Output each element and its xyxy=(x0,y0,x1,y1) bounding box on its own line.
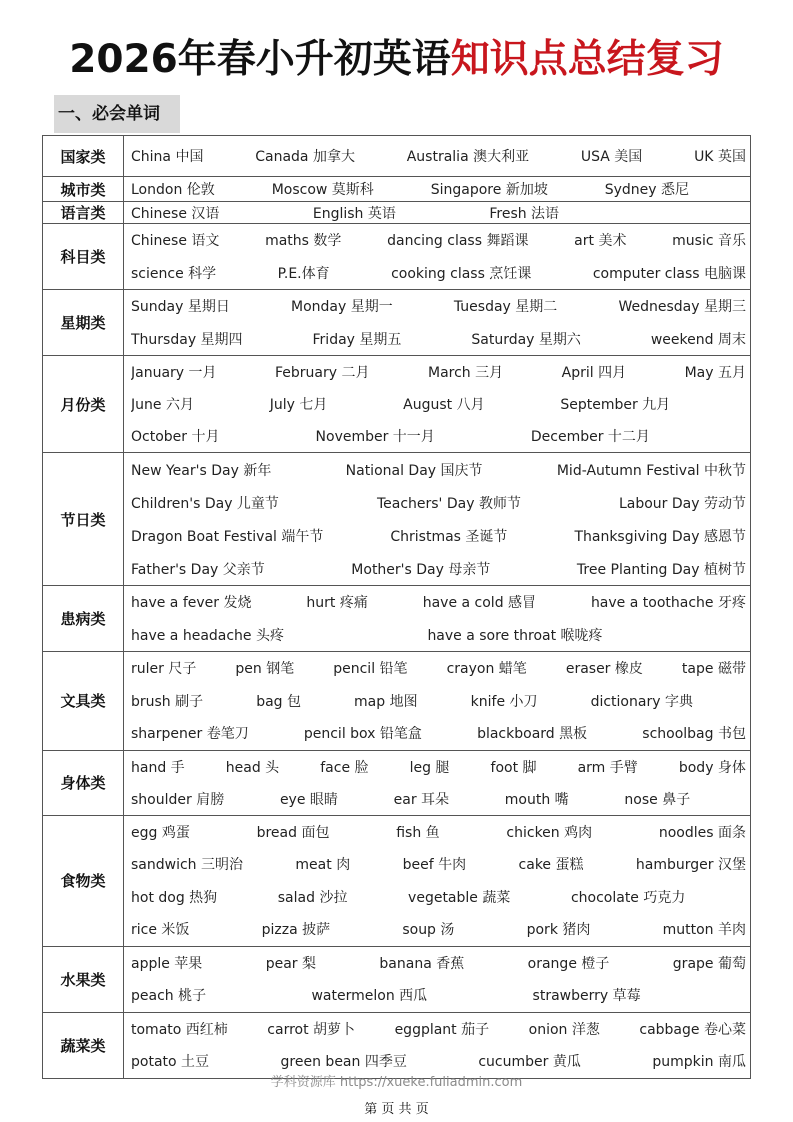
vocab-entry: maths 数学 xyxy=(265,233,342,250)
word-line xyxy=(131,486,746,519)
page-title xyxy=(0,36,793,84)
vocab-entry: pear 梨 xyxy=(265,955,317,972)
word-line xyxy=(131,420,746,452)
vocab-entry: September 九月 xyxy=(560,397,671,413)
vocab-entry: London 伦敦 xyxy=(131,182,215,198)
vocab-entry: Chinese 汉语 xyxy=(131,205,220,222)
word-line xyxy=(131,619,746,652)
vocab-table xyxy=(42,135,751,1079)
vocab-entry: bread 面包 xyxy=(256,824,330,841)
category-label: 城市类 xyxy=(43,177,124,202)
vocab-entry: crayon 蜡笔 xyxy=(446,661,527,678)
vocab-entry: January 一月 xyxy=(131,365,217,381)
word-line xyxy=(131,913,746,946)
vocab-entry: strawberry 草莓 xyxy=(532,988,641,1005)
category-words xyxy=(124,356,751,453)
vocab-entry: shoulder 肩膀 xyxy=(131,791,225,808)
vocab-entry: March 三月 xyxy=(428,365,504,381)
vocab-entry: watermelon 西瓜 xyxy=(311,988,428,1005)
category-row xyxy=(43,1012,751,1078)
word-line xyxy=(131,453,746,486)
vocab-entry: noodles 面条 xyxy=(658,824,746,841)
word-line xyxy=(131,652,746,685)
vocab-entry: rice 米饭 xyxy=(131,922,190,939)
category-label: 食物类 xyxy=(43,815,124,946)
vocab-entry: knife 小刀 xyxy=(470,693,538,710)
vocab-entry: April 四月 xyxy=(561,365,627,381)
vocab-entry: pumpkin 南瓜 xyxy=(652,1054,746,1071)
title-part2: 知识点总结复习 xyxy=(450,37,724,82)
vocab-entry: arm 手臂 xyxy=(577,759,638,776)
category-row xyxy=(43,453,751,586)
word-line xyxy=(131,356,746,388)
vocab-entry: Chinese 语文 xyxy=(131,233,220,250)
vocab-entry: art 美术 xyxy=(574,233,627,250)
word-line xyxy=(131,717,746,750)
vocab-entry: hurt 疼痛 xyxy=(306,595,368,612)
word-line xyxy=(131,1013,746,1046)
vocab-entry: June 六月 xyxy=(131,397,194,413)
watermark: 学科资源库 https://xueke.fuliadmin.com xyxy=(270,1075,523,1090)
vocab-entry: USA 美国 xyxy=(580,149,643,165)
category-words xyxy=(124,1012,751,1078)
vocab-entry: cabbage 卷心菜 xyxy=(639,1021,746,1038)
vocab-entry: dancing class 舞蹈课 xyxy=(387,233,529,250)
word-line xyxy=(131,783,746,815)
vocab-entry: mouth 嘴 xyxy=(504,791,569,808)
title-part1: 2026年春小升初英语 xyxy=(69,37,451,82)
vocab-entry: tomato 西红柿 xyxy=(131,1021,228,1038)
vocab-entry: UK 英国 xyxy=(694,149,746,165)
vocab-entry: schoolbag 书包 xyxy=(642,726,746,743)
vocab-entry: mutton 羊肉 xyxy=(662,922,746,939)
vocab-entry: vegetable 蔬菜 xyxy=(408,889,511,906)
vocab-entry: May 五月 xyxy=(684,365,746,381)
vocab-entry: ruler 尺子 xyxy=(131,661,197,678)
vocab-entry: sharpener 卷笔刀 xyxy=(131,726,249,743)
word-line xyxy=(131,552,746,585)
category-row xyxy=(43,136,751,177)
vocab-entry: pencil box 铅笔盒 xyxy=(303,726,422,743)
vocab-entry: Australia 澳大利亚 xyxy=(406,149,530,165)
vocab-entry: salad 沙拉 xyxy=(277,889,348,906)
word-line xyxy=(131,519,746,552)
word-line xyxy=(131,685,746,718)
vocab-entry: have a sore throat 喉咙疼 xyxy=(427,627,603,644)
category-row xyxy=(43,202,751,224)
vocab-entry: fish 鱼 xyxy=(396,824,440,841)
word-line xyxy=(131,177,746,201)
vocab-entry: eye 眼睛 xyxy=(279,791,338,808)
vocab-table-body xyxy=(43,136,751,1079)
vocab-entry: leg 腿 xyxy=(409,759,450,776)
vocab-entry: Dragon Boat Festival 端午节 xyxy=(131,528,324,545)
category-row xyxy=(43,946,751,1012)
vocab-entry: Moscow 莫斯科 xyxy=(271,182,374,198)
vocab-entry: soup 汤 xyxy=(402,922,455,939)
vocab-entry: July 七月 xyxy=(269,397,328,413)
category-label: 身体类 xyxy=(43,750,124,815)
vocab-entry: Thanksgiving Day 感恩节 xyxy=(574,528,746,545)
vocab-entry: pork 猪肉 xyxy=(526,922,591,939)
vocab-entry: have a fever 发烧 xyxy=(131,595,252,612)
vocab-entry: eraser 橡皮 xyxy=(565,661,643,678)
category-label: 月份类 xyxy=(43,356,124,453)
vocab-entry: February 二月 xyxy=(275,365,370,381)
category-label: 语言类 xyxy=(43,202,124,224)
vocab-entry: Singapore 新加坡 xyxy=(430,182,548,198)
vocab-entry: Mother's Day 母亲节 xyxy=(351,561,491,578)
vocab-entry: chocolate 巧克力 xyxy=(570,889,686,906)
vocab-entry: Saturday 星期六 xyxy=(471,331,581,348)
vocab-entry: Father's Day 父亲节 xyxy=(131,561,265,578)
category-words xyxy=(124,586,751,652)
category-words xyxy=(124,750,751,815)
vocab-entry: orange 橙子 xyxy=(527,955,610,972)
vocab-entry: banana 香蕉 xyxy=(379,955,465,972)
category-words xyxy=(124,177,751,202)
vocab-entry: Tree Planting Day 植树节 xyxy=(576,561,746,578)
vocab-entry: body 身体 xyxy=(678,759,746,776)
word-line xyxy=(131,257,746,290)
vocab-entry: nose 鼻子 xyxy=(624,791,691,808)
vocab-entry: eggplant 茄子 xyxy=(394,1021,490,1038)
vocab-entry: brush 刷子 xyxy=(131,693,204,710)
vocab-entry: New Year's Day 新年 xyxy=(131,462,272,479)
vocab-entry: pizza 披萨 xyxy=(261,922,331,939)
vocab-entry: Thursday 星期四 xyxy=(131,331,243,348)
vocab-entry: Sydney 悉尼 xyxy=(604,182,690,198)
vocab-entry: Teachers' Day 教师节 xyxy=(376,495,521,512)
vocab-entry: science 科学 xyxy=(131,265,217,282)
vocab-entry: pen 钢笔 xyxy=(235,661,295,678)
vocab-entry: Sunday 星期日 xyxy=(131,299,230,316)
vocab-entry: cake 蛋糕 xyxy=(518,857,584,874)
category-row xyxy=(43,290,751,356)
vocab-entry: English 英语 xyxy=(312,205,396,222)
vocab-entry: National Day 国庆节 xyxy=(345,462,483,479)
vocab-entry: tape 磁带 xyxy=(681,661,746,678)
vocab-entry: Friday 星期五 xyxy=(312,331,402,348)
category-label: 节日类 xyxy=(43,453,124,586)
section-heading: 一、必会单词 xyxy=(54,95,180,133)
category-words xyxy=(124,202,751,224)
word-line xyxy=(131,979,746,1012)
vocab-entry: Tuesday 星期二 xyxy=(453,299,558,316)
vocab-entry: Wednesday 星期三 xyxy=(618,299,746,316)
vocab-entry: meat 肉 xyxy=(295,857,351,874)
vocab-entry: computer class 电脑课 xyxy=(592,265,746,282)
category-label: 蔬菜类 xyxy=(43,1012,124,1078)
vocab-entry: map 地图 xyxy=(354,693,418,710)
vocab-entry: have a toothache 牙疼 xyxy=(590,595,746,612)
category-row xyxy=(43,177,751,202)
vocab-entry: head 头 xyxy=(225,759,280,776)
vocab-entry: have a cold 感冒 xyxy=(422,595,537,612)
vocab-entry: green bean 四季豆 xyxy=(280,1054,407,1071)
vocab-entry: blackboard 黑板 xyxy=(477,726,588,743)
vocab-entry: cucumber 黄瓜 xyxy=(478,1054,581,1071)
vocab-entry: dictionary 字典 xyxy=(590,693,693,710)
category-row xyxy=(43,750,751,815)
vocab-entry: sandwich 三明治 xyxy=(131,857,243,874)
vocab-entry: November 十一月 xyxy=(315,429,435,445)
category-row xyxy=(43,224,751,290)
word-line xyxy=(131,323,746,356)
word-line xyxy=(131,848,746,881)
category-label: 国家类 xyxy=(43,136,124,177)
vocab-entry: August 八月 xyxy=(403,397,485,413)
category-words xyxy=(124,815,751,946)
vocab-entry: potato 土豆 xyxy=(131,1054,210,1071)
vocab-entry: Children's Day 儿童节 xyxy=(131,495,279,512)
vocab-entry: October 十月 xyxy=(131,429,220,445)
category-words xyxy=(124,453,751,586)
word-line xyxy=(131,224,746,257)
word-line xyxy=(131,816,746,849)
vocab-entry: Mid-Autumn Festival 中秋节 xyxy=(556,462,746,479)
vocab-entry: cooking class 烹饪课 xyxy=(391,265,532,282)
category-words xyxy=(124,290,751,356)
word-line xyxy=(131,202,746,223)
vocab-entry: peach 桃子 xyxy=(131,988,207,1005)
vocab-entry: egg 鸡蛋 xyxy=(131,824,190,841)
category-words xyxy=(124,136,751,177)
category-row xyxy=(43,815,751,946)
category-words xyxy=(124,946,751,1012)
vocab-entry: chicken 鸡肉 xyxy=(506,824,593,841)
vocab-entry: ear 耳朵 xyxy=(393,791,450,808)
vocab-entry: Fresh 法语 xyxy=(489,205,560,222)
vocab-entry: December 十二月 xyxy=(530,429,650,445)
category-row xyxy=(43,586,751,652)
vocab-entry: Canada 加拿大 xyxy=(255,149,355,165)
category-row xyxy=(43,356,751,453)
category-label: 水果类 xyxy=(43,946,124,1012)
category-label: 科目类 xyxy=(43,224,124,290)
vocab-entry: Labour Day 劳动节 xyxy=(618,495,746,512)
vocab-entry: beef 牛肉 xyxy=(402,857,467,874)
vocab-entry: carrot 胡萝卜 xyxy=(267,1021,356,1038)
category-row xyxy=(43,652,751,751)
word-line xyxy=(131,388,746,420)
category-label: 文具类 xyxy=(43,652,124,751)
word-line xyxy=(131,136,746,176)
category-label: 患病类 xyxy=(43,586,124,652)
category-words xyxy=(124,224,751,290)
vocab-entry: Christmas 圣诞节 xyxy=(390,528,508,545)
vocab-entry: onion 洋葱 xyxy=(528,1021,600,1038)
page-footer: 第 页 共 页 xyxy=(364,1102,429,1117)
word-line xyxy=(131,947,746,980)
vocab-entry: foot 脚 xyxy=(490,759,537,776)
category-label: 星期类 xyxy=(43,290,124,356)
vocab-entry: weekend 周末 xyxy=(650,331,746,348)
word-line xyxy=(131,290,746,323)
vocab-entry: hand 手 xyxy=(131,759,185,776)
word-line xyxy=(131,881,746,914)
vocab-entry: pencil 铅笔 xyxy=(333,661,408,678)
word-line xyxy=(131,586,746,619)
vocab-entry: hot dog 热狗 xyxy=(131,889,218,906)
vocab-entry: China 中国 xyxy=(131,149,204,165)
vocab-entry: hamburger 汉堡 xyxy=(635,857,746,874)
vocab-entry: P.E.体育 xyxy=(277,265,330,282)
category-words xyxy=(124,652,751,751)
word-line xyxy=(131,751,746,783)
vocab-entry: grape 葡萄 xyxy=(672,955,746,972)
vocab-entry: music 音乐 xyxy=(672,233,746,250)
vocab-entry: Monday 星期一 xyxy=(291,299,393,316)
vocab-entry: apple 苹果 xyxy=(131,955,203,972)
vocab-entry: have a headache 头疼 xyxy=(131,627,284,644)
vocab-entry: face 脸 xyxy=(320,759,369,776)
vocab-entry: bag 包 xyxy=(256,693,301,710)
